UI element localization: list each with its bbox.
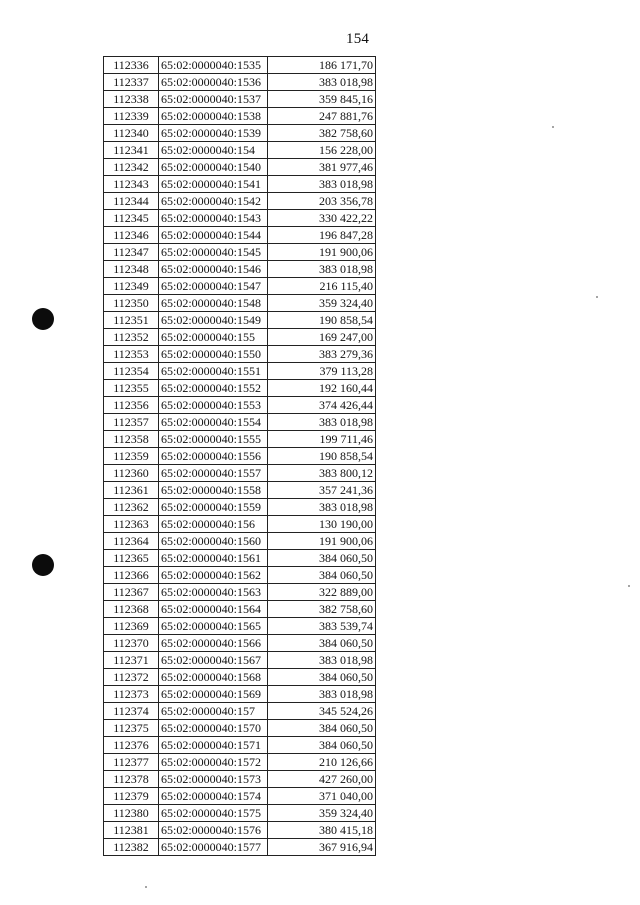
value-cell: 380 415,18 [268,822,376,839]
row-number-cell: 112362 [104,499,159,516]
table-row [104,737,376,754]
cadastral-number-cell: 65:02:0000040:1555 [159,431,268,448]
table-row [104,159,376,176]
table-row [104,142,376,159]
row-number-cell: 112360 [104,465,159,482]
value-cell: 359 324,40 [268,295,376,312]
value-cell: 345 524,26 [268,703,376,720]
table-row [104,108,376,125]
row-number-cell: 112380 [104,805,159,822]
cadastral-number-cell: 65:02:0000040:156 [159,516,268,533]
table-row [104,414,376,431]
cadastral-number-cell: 65:02:0000040:1567 [159,652,268,669]
row-number-cell: 112359 [104,448,159,465]
table-row [104,788,376,805]
value-cell: 382 758,60 [268,601,376,618]
page-number: 154 [346,31,370,47]
scan-speck [596,296,598,298]
cadastral-number-cell: 65:02:0000040:1536 [159,74,268,91]
row-number-cell: 112350 [104,295,159,312]
value-cell: 383 018,98 [268,176,376,193]
value-cell: 383 018,98 [268,74,376,91]
cadastral-number-cell: 65:02:0000040:1564 [159,601,268,618]
cadastral-number-cell: 65:02:0000040:1542 [159,193,268,210]
row-number-cell: 112375 [104,720,159,737]
value-cell: 330 422,22 [268,210,376,227]
cadastral-number-cell: 65:02:0000040:1551 [159,363,268,380]
row-number-cell: 112340 [104,125,159,142]
cadastral-number-cell: 65:02:0000040:1540 [159,159,268,176]
cadastral-number-cell: 65:02:0000040:1543 [159,210,268,227]
table-row [104,74,376,91]
table-row [104,601,376,618]
table-row [104,550,376,567]
row-number-cell: 112367 [104,584,159,601]
value-cell: 384 060,50 [268,635,376,652]
value-cell: 384 060,50 [268,720,376,737]
cadastral-number-cell: 65:02:0000040:1549 [159,312,268,329]
row-number-cell: 112364 [104,533,159,550]
cadastral-number-cell: 65:02:0000040:1566 [159,635,268,652]
row-number-cell: 112379 [104,788,159,805]
row-number-cell: 112371 [104,652,159,669]
value-cell: 357 241,36 [268,482,376,499]
row-number-cell: 112352 [104,329,159,346]
table-row [104,652,376,669]
cadastral-number-cell: 65:02:0000040:1563 [159,584,268,601]
cadastral-number-cell: 65:02:0000040:1545 [159,244,268,261]
cadastral-number-cell: 65:02:0000040:1550 [159,346,268,363]
value-cell: 203 356,78 [268,193,376,210]
cadastral-number-cell: 65:02:0000040:1538 [159,108,268,125]
row-number-cell: 112373 [104,686,159,703]
value-cell: 130 190,00 [268,516,376,533]
scan-speck [552,126,554,128]
table-row [104,295,376,312]
row-number-cell: 112341 [104,142,159,159]
value-cell: 383 018,98 [268,652,376,669]
row-number-cell: 112363 [104,516,159,533]
value-cell: 191 900,06 [268,533,376,550]
value-cell: 384 060,50 [268,737,376,754]
cadastral-number-cell: 65:02:0000040:1558 [159,482,268,499]
row-number-cell: 112347 [104,244,159,261]
table-row [104,380,376,397]
scan-speck [628,585,630,587]
row-number-cell: 112356 [104,397,159,414]
cadastral-number-cell: 65:02:0000040:1537 [159,91,268,108]
cadastral-number-cell: 65:02:0000040:1557 [159,465,268,482]
value-cell: 216 115,40 [268,278,376,295]
value-cell: 383 018,98 [268,686,376,703]
cadastral-number-cell: 65:02:0000040:1552 [159,380,268,397]
value-cell: 384 060,50 [268,567,376,584]
value-cell: 199 711,46 [268,431,376,448]
table-row [104,720,376,737]
table-row [104,363,376,380]
value-cell: 381 977,46 [268,159,376,176]
value-cell: 191 900,06 [268,244,376,261]
row-number-cell: 112343 [104,176,159,193]
value-cell: 196 847,28 [268,227,376,244]
value-cell: 383 018,98 [268,414,376,431]
cadastral-number-cell: 65:02:0000040:1562 [159,567,268,584]
records-table-body [104,57,376,856]
row-number-cell: 112374 [104,703,159,720]
row-number-cell: 112351 [104,312,159,329]
table-row [104,754,376,771]
table-row [104,91,376,108]
value-cell: 186 171,70 [268,57,376,74]
table-row [104,57,376,74]
row-number-cell: 112349 [104,278,159,295]
table-row [104,499,376,516]
table-row [104,397,376,414]
value-cell: 367 916,94 [268,839,376,856]
cadastral-number-cell: 65:02:0000040:1570 [159,720,268,737]
cadastral-number-cell: 65:02:0000040:1572 [159,754,268,771]
value-cell: 383 018,98 [268,261,376,278]
table-row [104,244,376,261]
value-cell: 374 426,44 [268,397,376,414]
value-cell: 322 889,00 [268,584,376,601]
value-cell: 382 758,60 [268,125,376,142]
value-cell: 247 881,76 [268,108,376,125]
cadastral-number-cell: 65:02:0000040:1560 [159,533,268,550]
cadastral-number-cell: 65:02:0000040:1569 [159,686,268,703]
row-number-cell: 112361 [104,482,159,499]
row-number-cell: 112345 [104,210,159,227]
cadastral-number-cell: 65:02:0000040:1576 [159,822,268,839]
value-cell: 383 018,98 [268,499,376,516]
cadastral-number-cell: 65:02:0000040:1544 [159,227,268,244]
table-row [104,210,376,227]
row-number-cell: 112366 [104,567,159,584]
table-row [104,227,376,244]
cadastral-number-cell: 65:02:0000040:1547 [159,278,268,295]
row-number-cell: 112376 [104,737,159,754]
value-cell: 169 247,00 [268,329,376,346]
table-row [104,686,376,703]
cadastral-number-cell: 65:02:0000040:1556 [159,448,268,465]
row-number-cell: 112336 [104,57,159,74]
row-number-cell: 112338 [104,91,159,108]
table-row [104,771,376,788]
table-row [104,312,376,329]
cadastral-number-cell: 65:02:0000040:1577 [159,839,268,856]
value-cell: 359 845,16 [268,91,376,108]
value-cell: 371 040,00 [268,788,376,805]
value-cell: 383 279,36 [268,346,376,363]
value-cell: 383 800,12 [268,465,376,482]
value-cell: 384 060,50 [268,669,376,686]
cadastral-number-cell: 65:02:0000040:1535 [159,57,268,74]
row-number-cell: 112353 [104,346,159,363]
cadastral-number-cell: 65:02:0000040:154 [159,142,268,159]
row-number-cell: 112337 [104,74,159,91]
row-number-cell: 112342 [104,159,159,176]
cadastral-number-cell: 65:02:0000040:1539 [159,125,268,142]
table-row [104,176,376,193]
value-cell: 383 539,74 [268,618,376,635]
row-number-cell: 112365 [104,550,159,567]
table-row [104,193,376,210]
row-number-cell: 112370 [104,635,159,652]
cadastral-number-cell: 65:02:0000040:1575 [159,805,268,822]
row-number-cell: 112358 [104,431,159,448]
value-cell: 192 160,44 [268,380,376,397]
row-number-cell: 112382 [104,839,159,856]
table-row [104,448,376,465]
table-row [104,584,376,601]
row-number-cell: 112369 [104,618,159,635]
row-number-cell: 112357 [104,414,159,431]
cadastral-number-cell: 65:02:0000040:1548 [159,295,268,312]
row-number-cell: 112346 [104,227,159,244]
table-row [104,431,376,448]
cadastral-number-cell: 65:02:0000040:1571 [159,737,268,754]
table-row [104,822,376,839]
cadastral-number-cell: 65:02:0000040:1541 [159,176,268,193]
table-row [104,669,376,686]
value-cell: 384 060,50 [268,550,376,567]
cadastral-number-cell: 65:02:0000040:1568 [159,669,268,686]
table-row [104,482,376,499]
table-row [104,703,376,720]
row-number-cell: 112377 [104,754,159,771]
table-row [104,125,376,142]
cadastral-number-cell: 65:02:0000040:157 [159,703,268,720]
row-number-cell: 112378 [104,771,159,788]
punch-hole-mark [32,308,54,330]
cadastral-number-cell: 65:02:0000040:1559 [159,499,268,516]
table-row [104,635,376,652]
cadastral-number-cell: 65:02:0000040:1546 [159,261,268,278]
cadastral-number-cell: 65:02:0000040:1573 [159,771,268,788]
row-number-cell: 112344 [104,193,159,210]
cadastral-number-cell: 65:02:0000040:1553 [159,397,268,414]
table-row [104,465,376,482]
value-cell: 190 858,54 [268,312,376,329]
table-row [104,618,376,635]
row-number-cell: 112339 [104,108,159,125]
row-number-cell: 112381 [104,822,159,839]
table-row [104,567,376,584]
records-table [103,56,376,856]
table-row [104,839,376,856]
table-row [104,261,376,278]
cadastral-number-cell: 65:02:0000040:1574 [159,788,268,805]
table-row [104,805,376,822]
punch-hole-mark [32,554,54,576]
table-row [104,516,376,533]
value-cell: 210 126,66 [268,754,376,771]
row-number-cell: 112372 [104,669,159,686]
cadastral-number-cell: 65:02:0000040:155 [159,329,268,346]
row-number-cell: 112355 [104,380,159,397]
row-number-cell: 112354 [104,363,159,380]
value-cell: 190 858,54 [268,448,376,465]
cadastral-number-cell: 65:02:0000040:1554 [159,414,268,431]
row-number-cell: 112348 [104,261,159,278]
table-row [104,533,376,550]
table-row [104,346,376,363]
value-cell: 359 324,40 [268,805,376,822]
value-cell: 427 260,00 [268,771,376,788]
value-cell: 156 228,00 [268,142,376,159]
scan-speck [145,886,147,888]
cadastral-number-cell: 65:02:0000040:1565 [159,618,268,635]
table-row [104,278,376,295]
value-cell: 379 113,28 [268,363,376,380]
row-number-cell: 112368 [104,601,159,618]
cadastral-number-cell: 65:02:0000040:1561 [159,550,268,567]
table-row [104,329,376,346]
